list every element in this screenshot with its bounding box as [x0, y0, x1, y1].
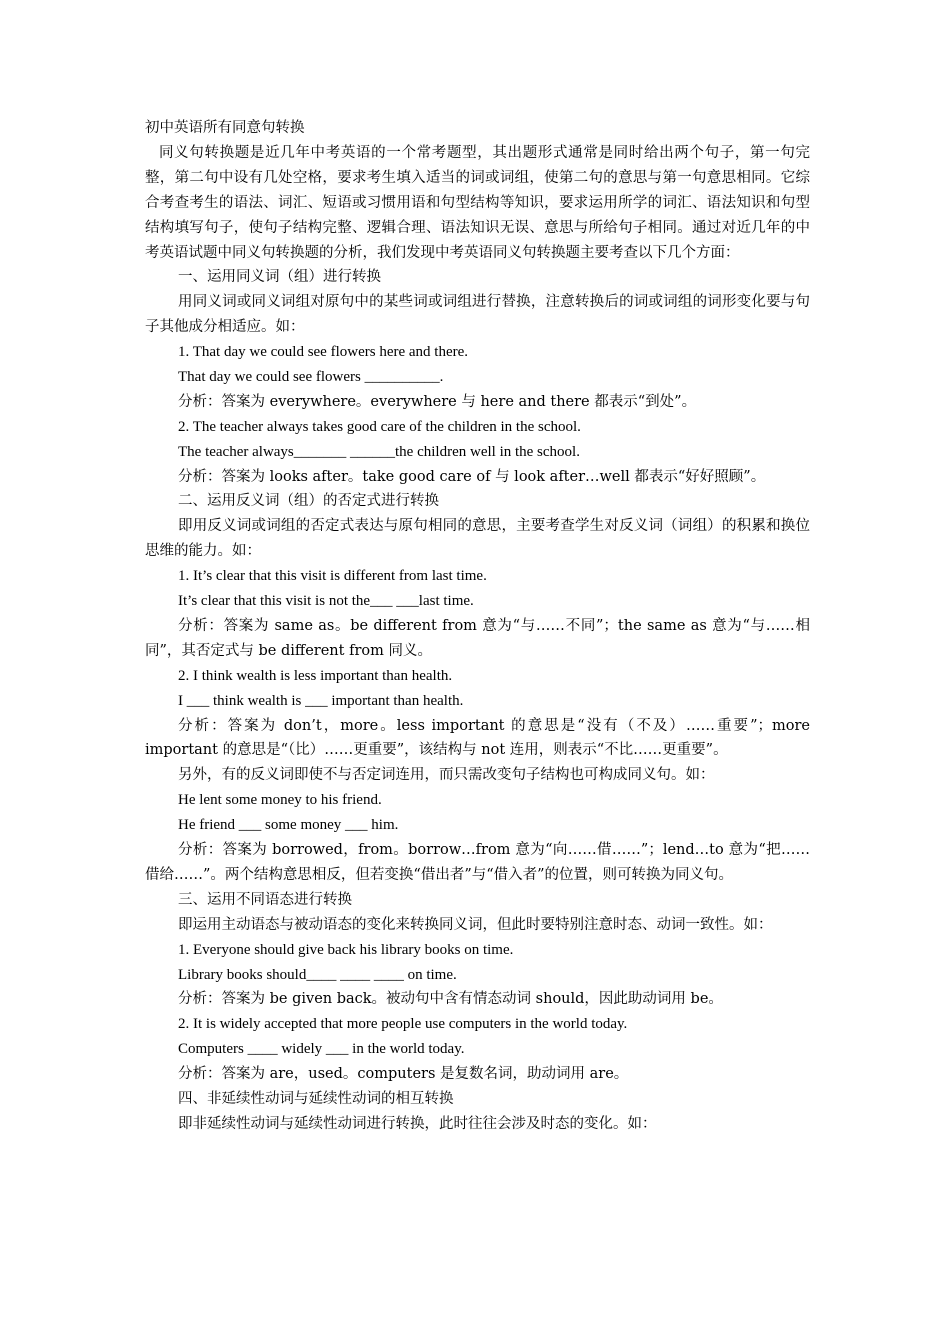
- section-1-example-2-blank: The teacher always_______ ______the children well in the school.: [178, 443, 580, 460]
- section-3-example-2-original: 2. It is widely accepted that more people use computers in the world today.: [178, 1016, 628, 1033]
- section-1-example-1-blank: That day we could see flowers __________.: [178, 369, 444, 386]
- section-2-example-1-original: 1. It’s clear that this visit is different from last time.: [178, 568, 487, 585]
- section-3-heading: 三、运用不同语态进行转换: [178, 891, 352, 908]
- section-2-example-3-blank: He friend ___ some money ___ him.: [178, 817, 399, 834]
- section-2-description: 即用反义词或词组的否定式表达与原句相同的意思，主要考查学生对反义词（词组）的积累和换位思维的能力。如：: [145, 518, 810, 560]
- document-page: [145, 116, 810, 1137]
- section-3-description: 即运用主动语态与被动语态的变化来转换同义词，但此时要特别注意时态、动词一致性。如：: [178, 916, 773, 933]
- section-1-analysis-2: 分析：答案为 looks after。take good care of 与 look after…well 都表示“好好照顾”。: [178, 468, 766, 485]
- intro-paragraph: 同义句转换题是近几年中考英语的一个常考题型，其出题形式通常是同时给出两个句子，第一句完整，第二句中设有几处空格，要求考生填入适当的词或词组，使第二句的意思与第一句意思相同。它综合考查考生的语法、词汇、短语或习惯用语和句型结构等知识，要求运用所学的词汇、语法知识和句型结构填写句子，使句子结构完整、逻辑合理、语法知识无误、意思与所给句子相同。通过对近几年的中考英语试题中同义句转换题的分析，我们发现中考英语同义句转换题主要考查以下几个方面：: [145, 144, 810, 261]
- section-1-example-1-original: 1. That day we could see flowers here and there.: [178, 344, 469, 361]
- section-2-note: 另外，有的反义词即使不与否定词连用，而只需改变句子结构也可构成同义句。如：: [178, 767, 715, 784]
- section-2-analysis-1: 分析：答案为 same as。be different from 意为“与……不同”；the same as 意为“与……相同”，其否定式与 be different from 同义。: [145, 617, 810, 659]
- section-2-example-1-blank: It’s clear that this visit is not the___ ___last time.: [178, 593, 474, 610]
- section-2-analysis-2: 分析：答案为 don’t，more。less important 的意思是“没有（不及）……重要”；more important 的意思是“（比）……更重要”，该结构与 not 连用，则表示“不比……更重要”。: [145, 717, 810, 759]
- section-1-analysis-1: 分析：答案为 everywhere。everywhere 与 here and there 都表示“到处”。: [178, 393, 697, 410]
- section-2-heading: 二、运用反义词（组）的否定式进行转换: [178, 493, 439, 510]
- section-1-example-2-original: 2. The teacher always takes good care of the children in the school.: [178, 418, 581, 435]
- section-3-analysis-1: 分析：答案为 be given back。被动句中含有情态动词 should，因此助动词用 be。: [178, 991, 723, 1008]
- document-title: 初中英语所有同意句转换: [145, 120, 305, 136]
- section-3-example-2-blank: Computers ____ widely ___ in the world today.: [178, 1041, 465, 1058]
- section-2-example-2-blank: I ___ think wealth is ___ important than health.: [178, 692, 464, 709]
- section-3-example-1-blank: Library books should____ ____ ____ on time.: [178, 966, 457, 983]
- section-2-example-3-original: He lent some money to his friend.: [178, 792, 382, 809]
- section-3-analysis-2: 分析：答案为 are，used。computers 是复数名词，助动词用 are。: [178, 1066, 629, 1083]
- section-2-analysis-3: 分析：答案为 borrowed，from。borrow…from 意为“向……借……”；lend…to 意为“把……借给……”。两个结构意思相反，但若变换“借出者”与“借入者”的位置，则可转换为同义句。: [145, 842, 810, 883]
- section-4-description: 即非延续性动词与延续性动词进行转换，此时往往会涉及时态的变化。如：: [178, 1115, 657, 1132]
- section-1-heading: 一、运用同义词（组）进行转换: [178, 269, 381, 286]
- section-1-description: 用同义词或同义词组对原句中的某些词或词组进行替换，注意转换后的词或词组的词形变化要与句子其他成分相适应。如：: [145, 294, 810, 336]
- section-3-example-1-original: 1. Everyone should give back his library books on time.: [178, 941, 514, 958]
- section-4-heading: 四、非延续性动词与延续性动词的相互转换: [178, 1090, 454, 1107]
- section-2-example-2-original: 2. I think wealth is less important than health.: [178, 667, 453, 684]
